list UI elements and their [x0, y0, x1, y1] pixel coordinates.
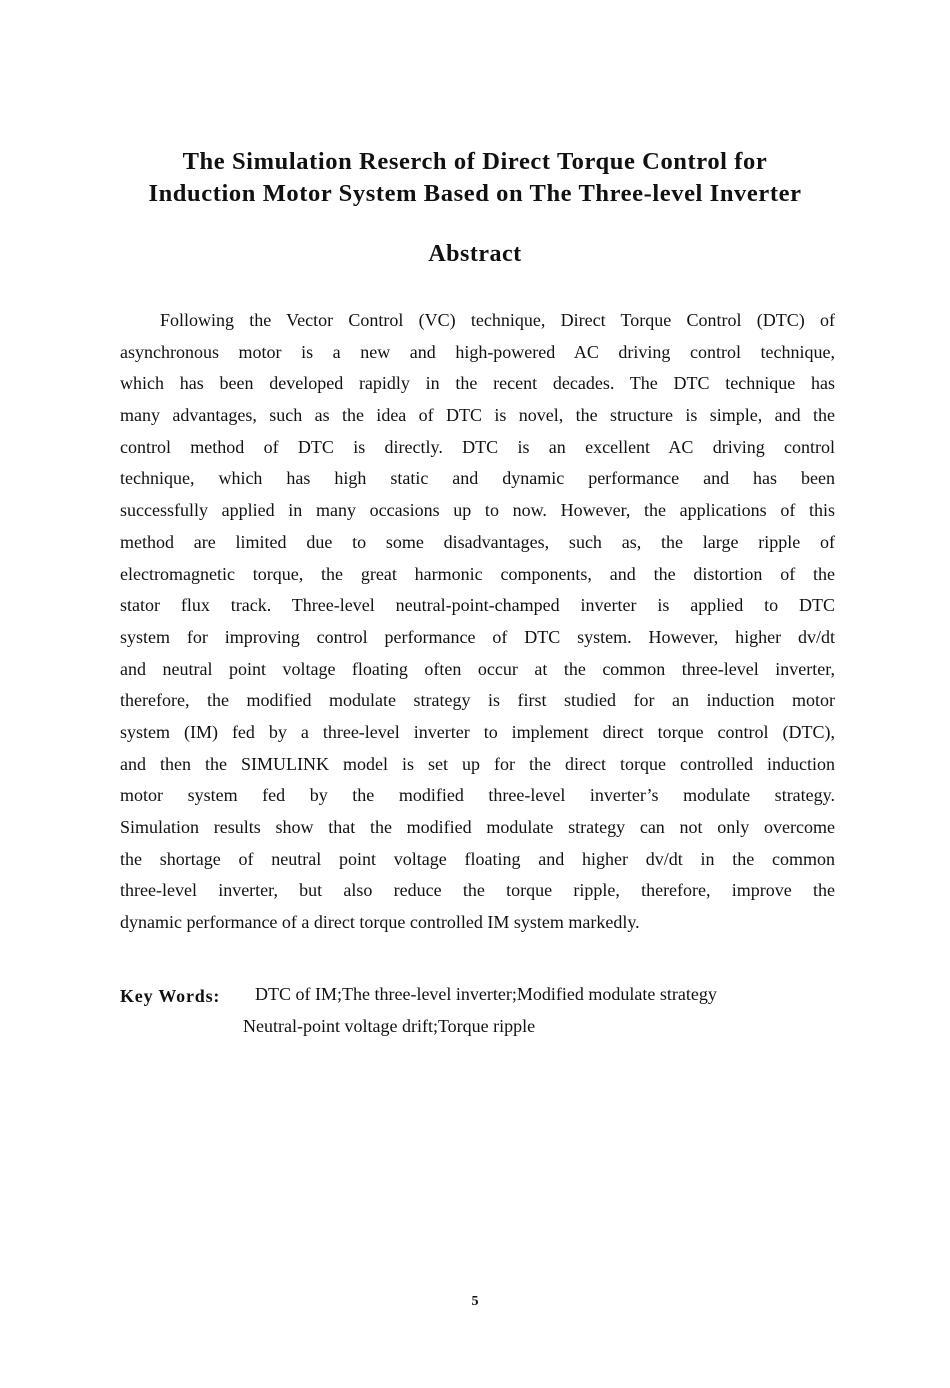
abstract-line: method are limited due to some disadvantages, such as, the large ripple of: [120, 531, 835, 552]
abstract-line: Simulation results show that the modified modulate strategy can not only overcome: [120, 817, 835, 837]
abstract-line: asynchronous motor is a new and high-powered AC driving control technique,: [120, 341, 835, 362]
abstract-line: dynamic performance of a direct torque controlled IM system markedly.: [120, 912, 640, 933]
abstract-line: and neutral point voltage floating often occur at the common three-level inverter,: [120, 658, 835, 679]
abstract-line: motor system fed by the modified three-level inverter’s modulate strategy.: [120, 785, 835, 806]
abstract-body: [120, 308, 835, 942]
title-line-2: Induction Motor System Based on The Three-level Inverter: [148, 180, 802, 207]
title-line-1: The Simulation Reserch of Direct Torque Control for: [182, 148, 768, 175]
abstract-line: successfully applied in many occasions up to now. However, the applications of this: [120, 500, 835, 521]
abstract-line: the shortage of neutral point voltage floating and higher dv/dt in the common: [120, 848, 835, 869]
abstract-heading: Abstract: [428, 241, 522, 267]
abstract-line: system for improving control performance of DTC system. However, higher dv/dt: [120, 626, 835, 647]
abstract-line: technique, which has high static and dynamic performance and has been: [120, 468, 835, 489]
abstract-line: and then the SIMULINK model is set up for the direct torque controlled induction: [120, 753, 835, 774]
abstract-line: system (IM) fed by a three-level inverter to implement direct torque control (DTC),: [120, 721, 835, 742]
page-number: 5: [471, 1294, 479, 1309]
keywords-label: Key Words:: [120, 986, 221, 1006]
keywords-line-1: DTC of IM;The three-level inverter;Modified modulate strategy: [255, 984, 717, 1004]
abstract-line: three-level inverter, but also reduce the torque ripple, therefore, improve the: [120, 880, 835, 901]
abstract-line: Following the Vector Control (VC) technique, Direct Torque Control (DTC) of: [160, 310, 835, 330]
abstract-line: therefore, the modified modulate strategy is first studied for an induction motor: [120, 690, 835, 711]
keywords-line-2: Neutral-point voltage drift;Torque ripple: [243, 1016, 536, 1036]
abstract-line: which has been developed rapidly in the recent decades. The DTC technique has: [120, 373, 835, 394]
abstract-line: control method of DTC is directly. DTC is an excellent AC driving control: [120, 436, 835, 457]
abstract-line: stator flux track. Three-level neutral-point-champed inverter is applied to DTC: [120, 595, 835, 616]
abstract-line: many advantages, such as the idea of DTC is novel, the structure is simple, and the: [120, 405, 835, 426]
abstract-line: electromagnetic torque, the great harmonic components, and the distortion of the: [120, 563, 835, 584]
